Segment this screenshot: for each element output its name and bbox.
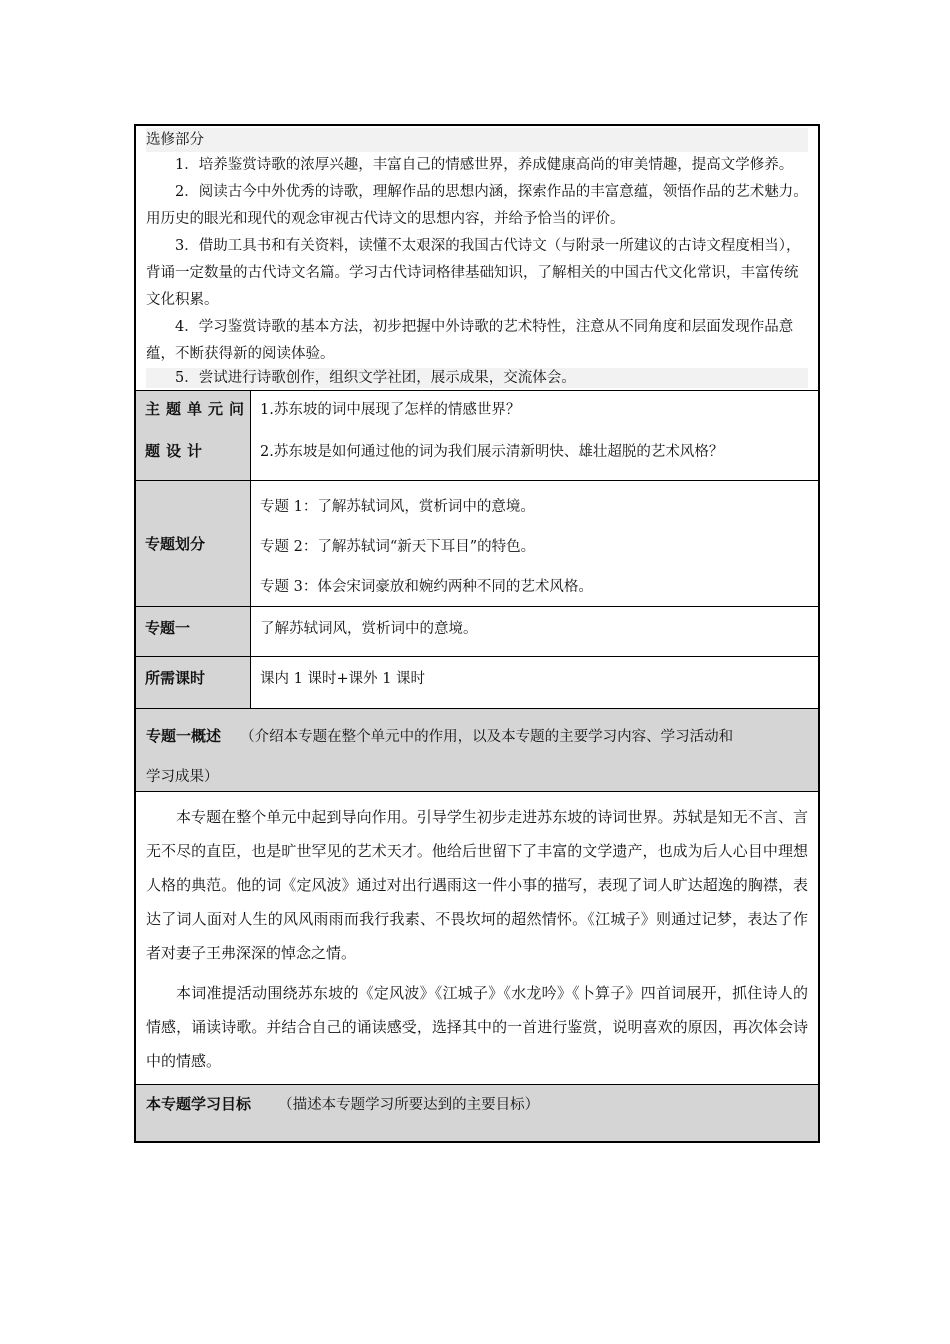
overview-lead: 专题一概述 [146,727,222,745]
overview-paragraph: 本词准提活动围绕苏东坡的《定风波》《江城子》《水龙吟》《卜算子》四首词展开，抓住诗人的情感，诵读诗歌。并结合自己的诵读感受，选择其中的一首进行鉴赏，说明喜欢的原因，再次体会诗中的情感。 [146,984,808,1070]
overview-header [136,709,818,791]
overview-header-row [136,708,818,791]
topic-item: 专题 3：体会宋词豪放和婉约两种不同的艺术风格。 [260,579,593,595]
elective-section [136,126,818,390]
topic-division-row [136,480,818,606]
elective-item: 4．学习鉴赏诗歌的基本方法，初步把握中外诗歌的艺术特性，注意从不同角度和层面发现作品意蕴，不断获得新的阅读体验。 [146,319,794,362]
overview-body-row [136,791,818,1084]
topic-division-label: 专题划分 [136,481,251,606]
hours-label: 所需课时 [136,657,251,708]
goals-header [136,1085,818,1141]
question-item: 1.苏东坡的词中展现了怎样的情感世界？ [260,402,521,418]
topic-one-value: 了解苏轼词风，赏析词中的意境。 [260,621,478,637]
question-label-line2: 题设计 [145,442,209,460]
goals-note: （描述本专题学习所要达到的主要目标） [278,1097,540,1113]
question-list [251,391,818,480]
question-item: 2.苏东坡是如何通过他的词为我们展示清新明快、雄壮超脱的艺术风格？ [260,444,724,460]
hours-row [136,656,818,708]
elective-item: 3．借助工具书和有关资料，读懂不太艰深的我国古代诗文（与附录一所建议的古诗文程度相当），背诵一定数量的古代诗文名篇。学习古代诗词格律基础知识，了解相关的中国古代文化常识，丰富传统文化积累。 [146,238,801,308]
question-design-label [136,391,251,480]
overview-note: （介绍本专题在整个单元中的作用，以及本专题的主要学习内容、学习活动和 [240,729,734,745]
overview-body [136,792,818,1084]
elective-row [136,126,818,390]
elective-item: 2．阅读古今中外优秀的诗歌，理解作品的思想内涵，探索作品的丰富意蕴，领悟作品的艺术魅力。用历史的眼光和现代的观念审视古代诗文的思想内容，并给予恰当的评价。 [146,184,808,227]
topic-item: 专题 2：了解苏轼词“新天下耳目”的特色。 [260,539,536,555]
overview-paragraph: 本专题在整个单元中起到导向作用。引导学生初步走进苏东坡的诗词世界。苏轼是知无不言、言无不尽的直臣，也是旷世罕见的艺术天才。他给后世留下了丰富的文学遗产，也成为后人心目中理想人格的典范。他的词《定风波》通过对出行遇雨这一件小事的描写，表现了词人旷达超逸的胸襟，表达了词人面对人生的风风雨雨而我行我素、不畏坎坷的超然情怀。《江城子》则通过记梦，表达了作者对妻子王弗深深的悼念之情。 [146,808,808,962]
topic-item: 专题 1：了解苏轼词风，赏析词中的意境。 [260,499,535,515]
lesson-plan-table [134,124,820,1143]
topic-list [251,481,818,606]
hours-value: 课内 1 课时+课外 1 课时 [260,671,426,687]
topic-one-label: 专题一 [136,607,251,656]
goals-lead: 本专题学习目标 [146,1095,252,1113]
question-design-row [136,390,818,480]
question-label-line1: 主题单元问 [145,400,251,418]
topic-one-row [136,606,818,656]
elective-item: 5．尝试进行诗歌创作，组织文学社团，展示成果，交流体会。 [146,368,808,388]
overview-note-cont: 学习成果） [146,769,219,785]
elective-item: 1．培养鉴赏诗歌的浓厚兴趣，丰富自己的情感世界，养成健康高尚的审美情趣，提高文学修养。 [175,157,794,173]
elective-heading: 选修部分 [146,128,808,152]
goals-header-row [136,1084,818,1141]
